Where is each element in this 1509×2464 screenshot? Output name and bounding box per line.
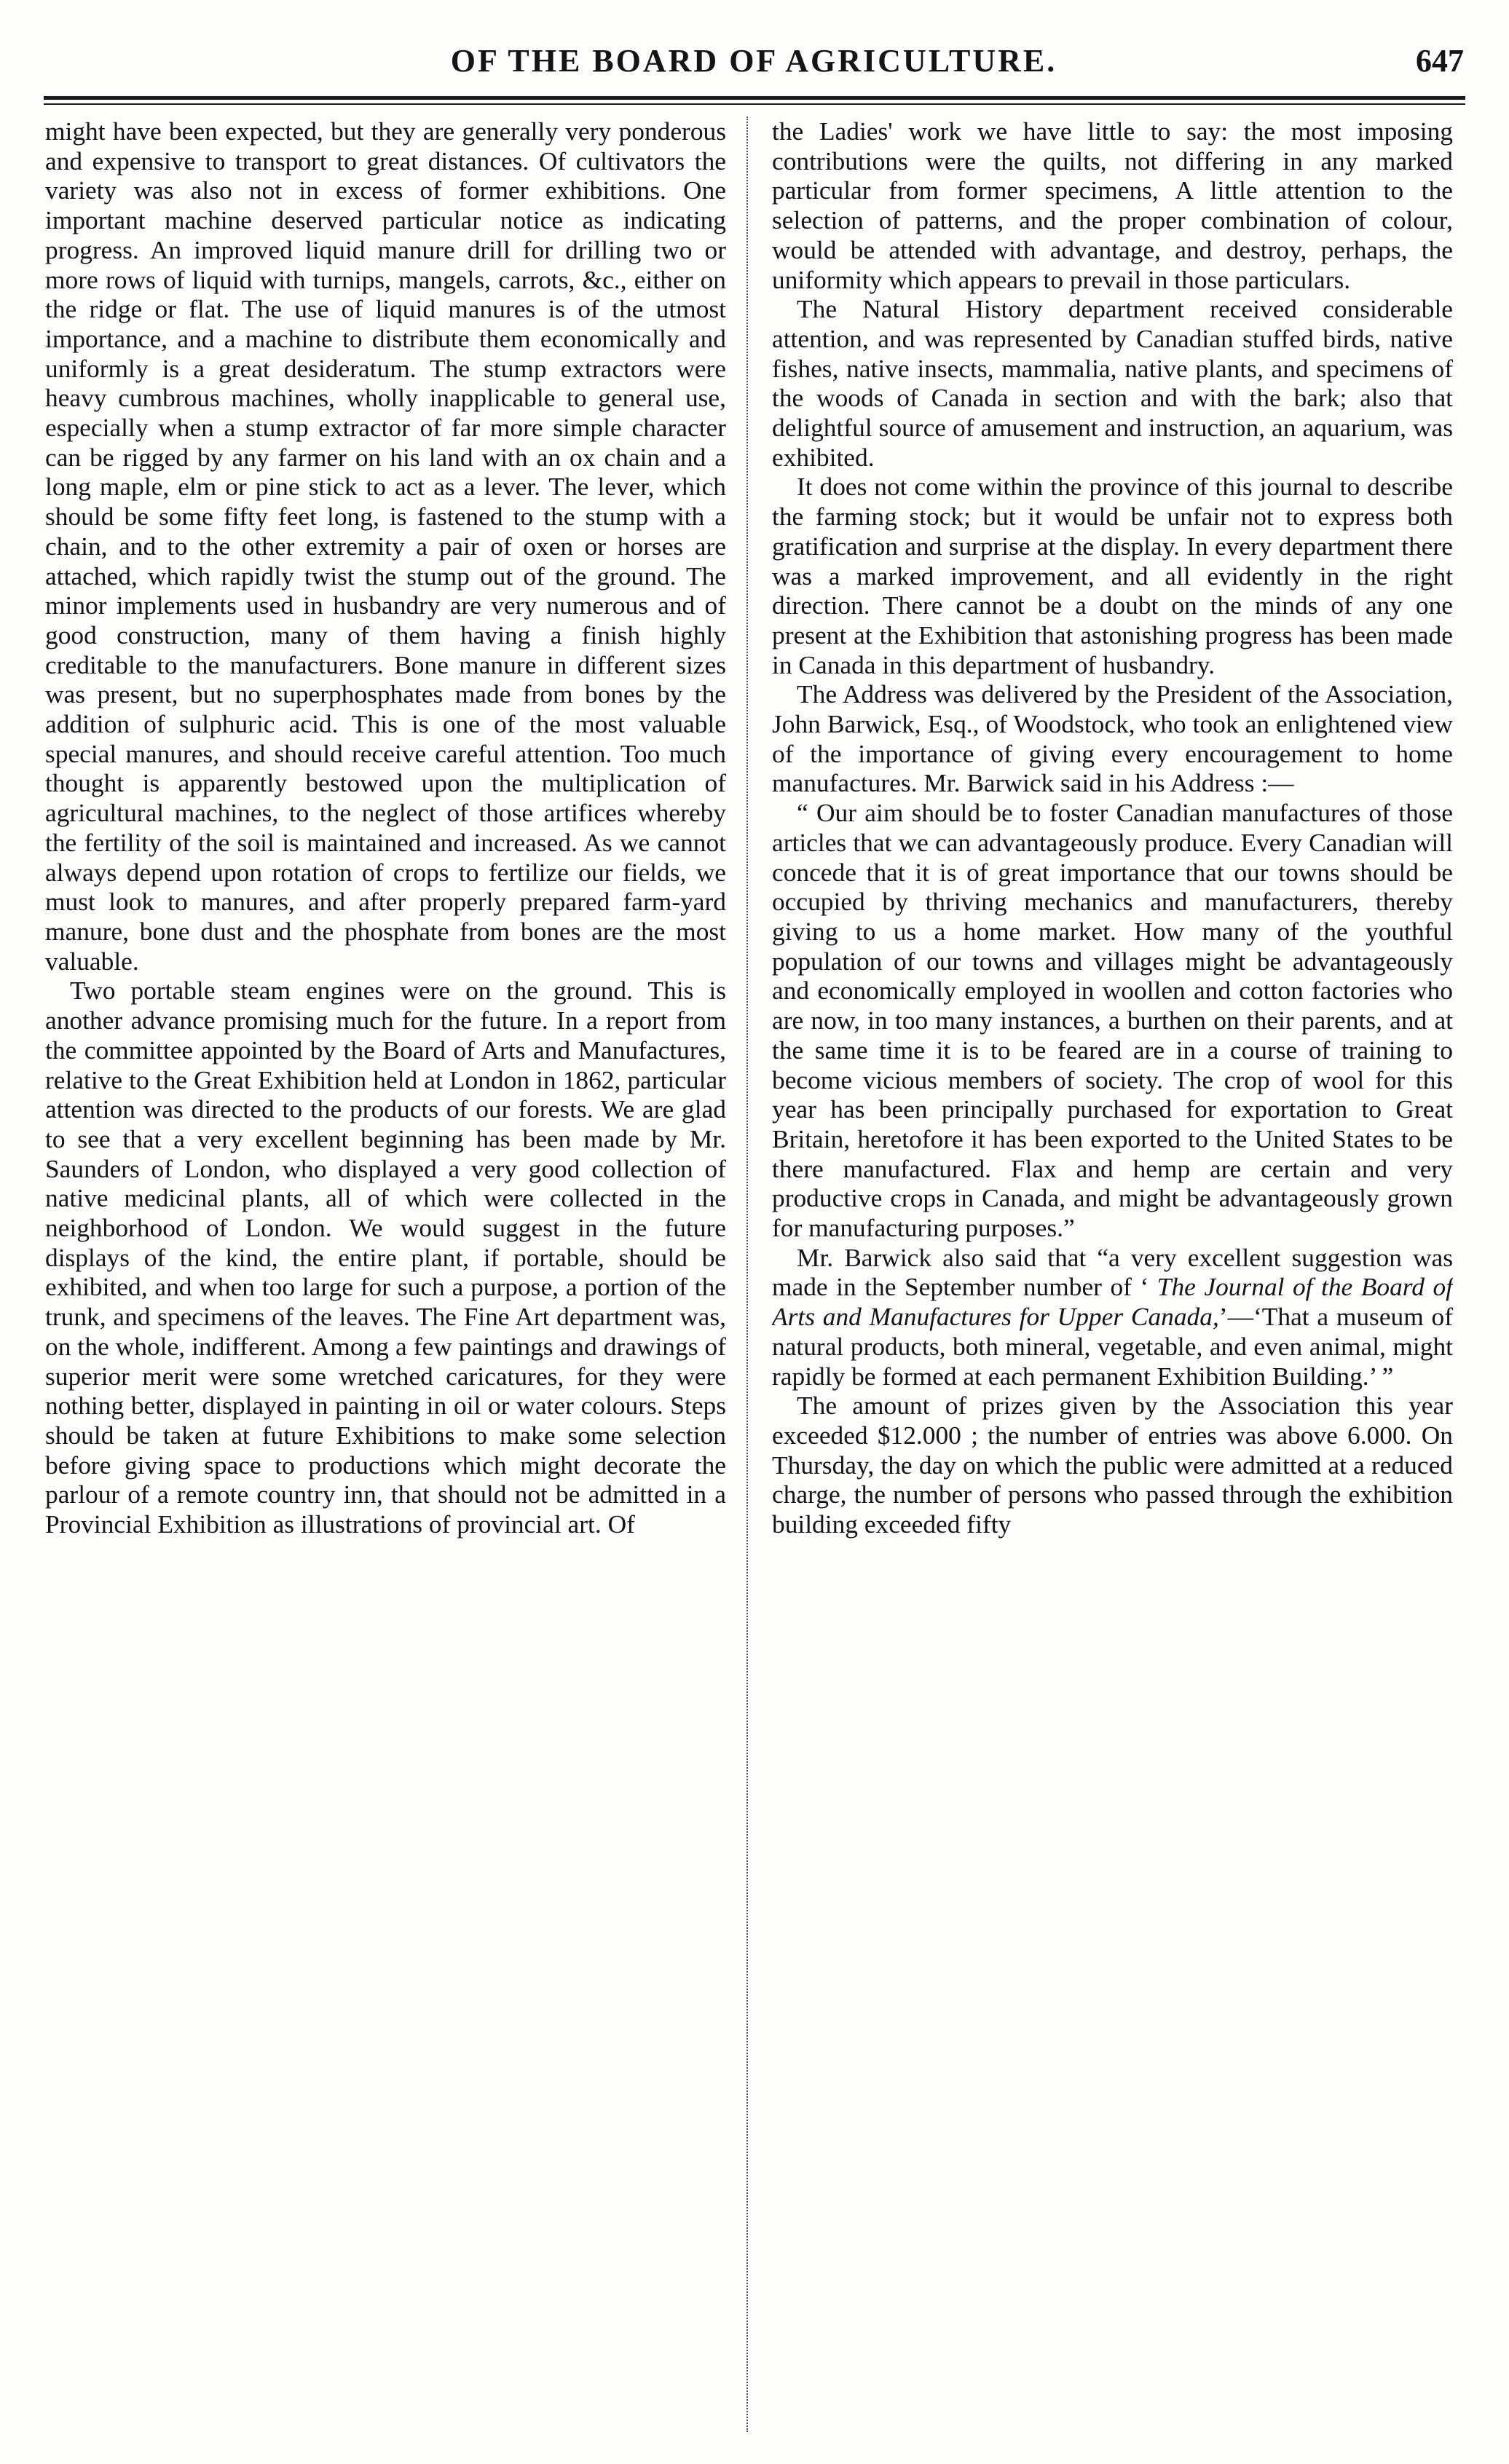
paragraph: Two portable steam engines were on the ground. This is another advance promising much for the future. In a report from the committee appointed by the Board of Arts and Manufactures, relative to the Great Exhibition held at London in 1862, particular attention was directed to the products of our forests. We are glad to see that a very excellent beginning has been made by Mr. Saunders of London, who displayed a very good collection of native medicinal plants, all of which were collected in the neighborhood of London. We would suggest in the future displays of the kind, the entire plant, if portable, should be exhibited, and when too large for such a purpose, a portion of the trunk, and specimens of the leaves. The Fine Art department was, on the whole, indifferent. Among a few paintings and drawings of superior merit were some wretched caricatures, for they were nothing better, displayed in painting in oil or water colours. Steps should be taken at future Exhibitions to make some selection before giving space to productions which might decorate the parlour of a remote country inn, that should not be admitted in a Provincial Exhibition as illustrations of provincial art. Of (45, 976, 726, 1539)
page-number: 647 (1416, 43, 1464, 79)
left-column (45, 117, 726, 2432)
header-rule-thick (44, 96, 1465, 100)
paragraph: The amount of prizes given by the Association this year exceeded $12.000 ; the number of entries was above 6.000. On Thursday, the day on which the public were admitted at a reduced charge, the number of persons who passed through the exhibition building exceeded fifty (772, 1391, 1453, 1539)
running-head (44, 38, 1464, 89)
paragraph: The Address was delivered by the President of the Association, John Barwick, Esq., of Woodstock, who took an enlightened view of the importance of giving every encouragement to home manufactures. Mr. Barwick said in his Address :— (772, 679, 1453, 798)
quotation-paragraph: “ Our aim should be to foster Canadian manufactures of those articles that we can advantageously produce. Every Canadian will concede that it is of great importance that our towns should be occupied by thriving mechanics and manufacturers, thereby giving to us a home market. How many of the youthful population of our towns and villages might be advantageously and economically employed in woollen and cotton factories who are now, in too many instances, a burthen on their parents, and at the same time it is to be feared are in a course of training to become vicious members of society. The crop of wool for this year has been principally purchased for exportation to Great Britain, heretofore it has been exported to the United States to be there manufactured. Flax and hemp are certain and very productive crops in Canada, and might be advantageously grown for manufacturing purposes.” (772, 798, 1453, 1243)
paragraph (772, 1243, 1453, 1391)
column-divider (746, 117, 748, 2432)
paragraph: It does not come within the province of this journal to describe the farming stock; but it would be unfair not to express both gratification and surprise at the display. In every department there was a marked improvement, and all evidently in the right direction. There cannot be a doubt on the minds of any one present at the Exhibition that astonishing progress has been made in Canada in this department of husbandry. (772, 472, 1453, 679)
right-column (772, 117, 1453, 2432)
paragraph: might have been expected, but they are generally very ponderous and expensive to transport to great distances. Of cultivators the variety was also not in excess of former exhibitions. One important machine deserved particular notice as indicating progress. An improved liquid manure drill for drilling two or more rows of liquid with turnips, mangels, carrots, &c., either on the ridge or flat. The use of liquid manures is of the utmost importance, and a machine to distribute them economically and uniformly is a great desideratum. The stump extractors were heavy cumbrous machines, wholly inapplicable to general use, especially when a stump extractor of far more simple character can be rigged by any farmer on his land with an ox chain and a long maple, elm or pine stick to act as a lever. The lever, which should be some fifty feet long, is fastened to the stump with a chain, and to the other extremity a pair of oxen or horses are attached, which rapidly twist the stump out of the ground. The minor implements used in husbandry are very numerous and of good construction, many of them having a finish highly creditable to the manufacturers. Bone manure in different sizes was present, but no superphosphates made from bones by the addition of sulphuric acid. This is one of the most valuable special manures, and should receive careful attention. Too much thought is apparently bestowed upon the multiplication of agricultural machines, to the neglect of those artifices whereby the fertility of the soil is maintained and increased. As we cannot always depend upon rotation of crops to fertilize our fields, we must look to manures, and after properly prepared farm-yard manure, bone dust and the phosphate from bones are the most valuable. (45, 117, 726, 976)
paragraph-text: ’—‘That a museum of natural products, both mineral, vegetable, and even animal, might rapidly be formed at each permanent Exhibition Building.’ ” (772, 1302, 1453, 1391)
paragraph: The Natural History department received considerable attention, and was represented by Canadian stuffed birds, native fishes, native insects, mammalia, native plants, and specimens of the woods of Canada in section and with the bark; also that delightful source of amusement and instruction, an aquarium, was exhibited. (772, 294, 1453, 472)
running-title: OF THE BOARD OF AGRICULTURE. (450, 43, 1057, 79)
paragraph: the Ladies' work we have little to say: the most imposing contributions were the quilts, not differing in any marked particular from former specimens, A little attention to the selection of patterns, and the proper combination of colour, would be attended with advantage, and destroy, perhaps, the uniformity which appears to prevail in those particulars. (772, 117, 1453, 294)
header-rule-thin (44, 103, 1465, 105)
journal-title: The Journal of the Board of Arts and Manufactures for Upper Canada, (772, 1272, 1453, 1332)
paragraph-text: Mr. Barwick also said that “a very excellent suggestion was made in the September number of ‘ (772, 1242, 1453, 1302)
